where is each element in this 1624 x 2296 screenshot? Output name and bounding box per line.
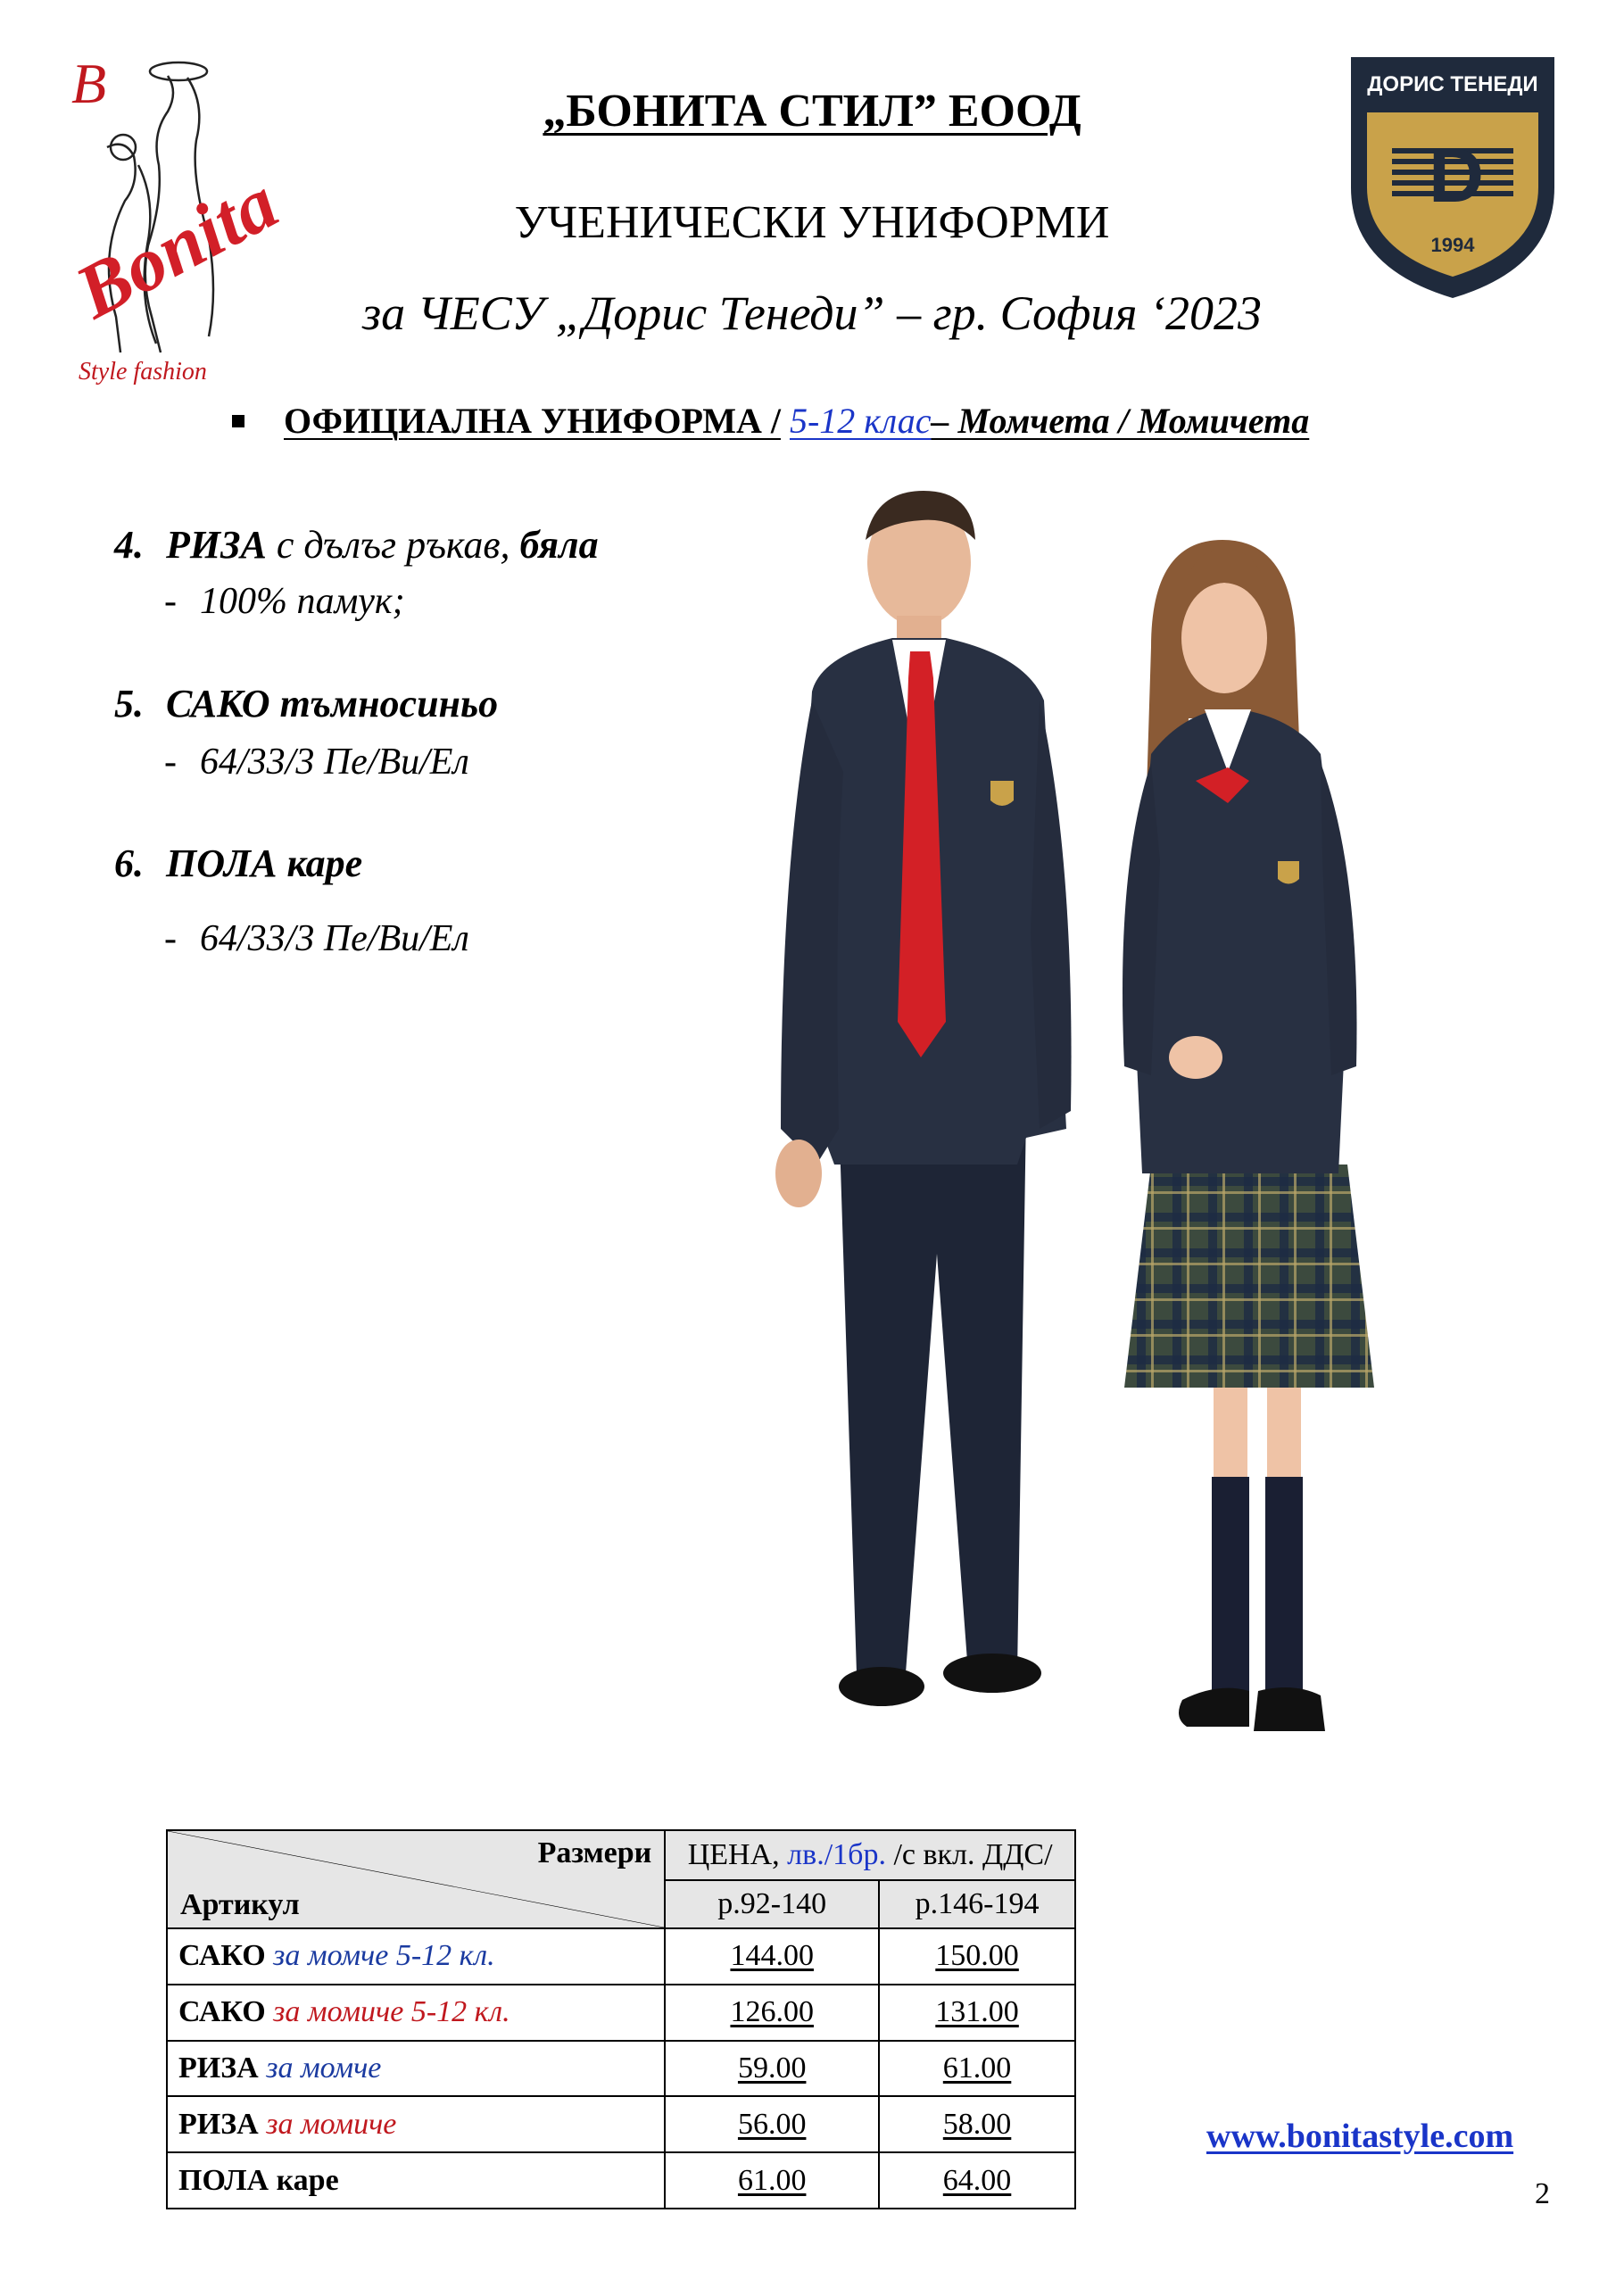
price-cell: 144.00 <box>665 1928 879 1985</box>
bonita-tagline: Style fashion <box>79 358 207 385</box>
article-cell: ПОЛА каре <box>167 2152 665 2209</box>
item-shirt-detail: - 100% памук; <box>164 581 405 622</box>
table-corner-header <box>167 1830 665 1928</box>
section-heading-rest: – Момчета / Момичета <box>931 401 1310 441</box>
price-table <box>166 1829 1076 2209</box>
article-cell: САКО за момче 5-12 кл. <box>167 1928 665 1985</box>
bullet-icon <box>232 415 244 427</box>
section-heading <box>232 400 1309 442</box>
price-cell: 56.00 <box>665 2096 879 2152</box>
table-row <box>167 2041 1075 2097</box>
size-col-small: р.92-140 <box>665 1880 879 1928</box>
company-name: „БОНИТА СТИЛ” ЕООД <box>543 86 1081 137</box>
price-cell: 126.00 <box>665 1985 879 2041</box>
price-cell: 64.00 <box>879 2152 1075 2209</box>
school-subtitle: за ЧЕСУ „Дорис Тенеди” – гр. София ‘2023 <box>362 286 1262 340</box>
size-col-large: р.146-194 <box>879 1880 1075 1928</box>
item-shirt-title: 4. РИЗА с дълъг ръкав, бяла <box>114 523 599 567</box>
website-link[interactable]: www.bonitastyle.com <box>1206 2118 1514 2155</box>
price-cell: 150.00 <box>879 1928 1075 1985</box>
table-row <box>167 2096 1075 2152</box>
crest-year: 1994 <box>1430 234 1475 256</box>
price-header: ЦЕНА, лв./1бр. /с вкл. ДДС/ <box>665 1830 1075 1880</box>
price-cell: 58.00 <box>879 2096 1075 2152</box>
price-cell: 131.00 <box>879 1985 1075 2041</box>
page-number: 2 <box>1535 2177 1550 2210</box>
boy-figure <box>775 491 1072 1706</box>
item-skirt-detail: - 64/33/3 Пе/Ви/Ел <box>164 918 469 959</box>
article-cell: РИЗА за момиче <box>167 2096 665 2152</box>
item-blazer-title: 5. САКО тъмносиньо <box>114 682 499 725</box>
table-row <box>167 1985 1075 2041</box>
table-row <box>167 2152 1075 2209</box>
grade-link[interactable]: 5-12 клас <box>789 401 932 441</box>
crest-title: ДОРИС ТЕНЕДИ <box>1367 72 1538 96</box>
section-heading-main: ОФИЦИАЛНА УНИФОРМА / <box>284 401 781 441</box>
crest-letter: D <box>1428 133 1485 219</box>
girl-figure <box>1123 540 1374 1731</box>
price-cell: 59.00 <box>665 2041 879 2097</box>
article-label: Артикул <box>180 1888 300 1921</box>
price-cell: 61.00 <box>665 2152 879 2209</box>
item-blazer-detail: - 64/33/3 Пе/Ви/Ел <box>164 742 469 783</box>
uniform-photo <box>732 486 1401 1771</box>
item-skirt-title: 6. ПОЛА каре <box>114 841 363 885</box>
table-row <box>167 1928 1075 1985</box>
document-subtitle: УЧЕНИЧЕСКИ УНИФОРМИ <box>514 197 1110 248</box>
bonita-b-letter: B <box>71 52 107 115</box>
sizes-label: Размери <box>537 1836 652 1869</box>
article-cell: САКО за момиче 5-12 кл. <box>167 1985 665 2041</box>
article-cell: РИЗА за момче <box>167 2041 665 2097</box>
price-cell: 61.00 <box>879 2041 1075 2097</box>
bonita-wordmark: Bonita <box>62 159 291 336</box>
